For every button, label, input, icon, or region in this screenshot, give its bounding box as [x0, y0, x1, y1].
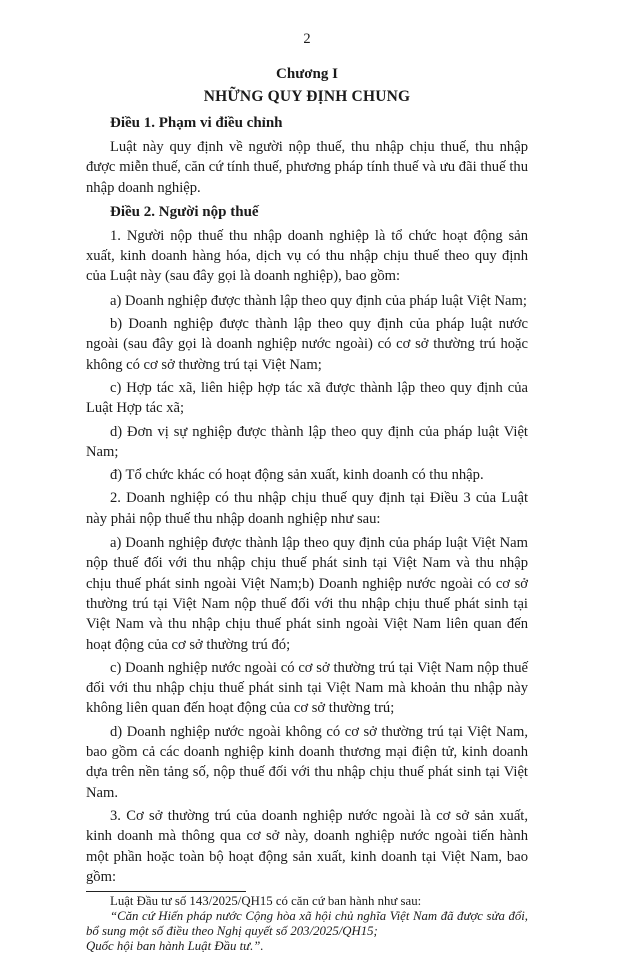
- footnote-line-3: Quốc hội ban hành Luật Đầu tư.”.: [86, 939, 264, 954]
- article-2-clause-1b: b) Doanh nghiệp được thành lập theo quy định của pháp luật nước ngoài (sau đây gọi là doanh nghiệp nước ngoài) có cơ sở thường trú hoặc không có cơ sở thường trú tại Việt Nam;: [86, 316, 528, 373]
- footnote-line-1: Luật Đầu tư số 143/2025/QH15 có căn cứ ban hành như sau:: [110, 894, 422, 909]
- article-2-clause-2c: c) Doanh nghiệp nước ngoài có cơ sở thường trú tại Việt Nam nộp thuế đối với thu nhập chịu thuế phát sinh tại Việt Nam mà khoản thu nhập này không liên quan đến hoạt động của cơ sở thường trú;: [86, 659, 528, 717]
- page-number: 2: [303, 31, 311, 47]
- article-2-clause-1d: d) Đơn vị sự nghiệp được thành lập theo quy định của pháp luật Việt Nam;: [86, 423, 528, 460]
- article-2-clause-1c: c) Hợp tác xã, liên hiệp hợp tác xã được thành lập theo quy định của Luật Hợp tác xã;: [86, 379, 528, 417]
- article-1-text: Luật này quy định về người nộp thuế, thu nhập chịu thuế, thu nhập được miễn thuế, căn cứ tính thuế, phương pháp tính thuế và ưu đãi thuế thu nhập doanh nghiệp.: [86, 139, 528, 196]
- article-2-clause-2a: a) Doanh nghiệp được thành lập theo quy định của pháp luật Việt Nam nộp thuế đối với thu nhập chịu thuế phát sinh tại Việt Nam và thu nhập chịu thuế phát sinh ngoài Việt Nam;b) Doanh nghiệp nước ngoài có cơ sở thường trú tại Việt Nam nộp thuế đối với thu nhập chịu thuế phát sinh tại Việt Nam và thu nhập chịu thuế phát sinh ngoài Việt Nam liên quan đến hoạt động của cơ sở thường trú đó;: [86, 535, 528, 653]
- article-2-clause-3: 3. Cơ sở thường trú của doanh nghiệp nước ngoài là cơ sở sản xuất, kinh doanh mà thông qua cơ sở này, doanh nghiệp nước ngoài tiến hành một phần hoặc toàn bộ hoạt động sản xuất, kinh doanh tại Việt Nam, bao gồm:: [86, 807, 528, 885]
- article-2-clause-1: 1. Người nộp thuế thu nhập doanh nghiệp là tổ chức hoạt động sản xuất, kinh doanh hàng hóa, dịch vụ có thu nhập chịu thuế theo quy định của Luật này (sau đây gọi là doanh nghiệp), bao gồm:: [86, 227, 528, 285]
- footnote-line-2: “Căn cứ Hiến pháp nước Cộng hòa xã hội chủ nghĩa Việt Nam đã được sửa đổi, bổ sung một số điều theo Nghị quyết số 203/2025/QH15;: [86, 909, 528, 939]
- article-2-clause-1dd: đ) Tổ chức khác có hoạt động sản xuất, kinh doanh có thu nhập.: [110, 467, 484, 484]
- article-2-heading: Điều 2. Người nộp thuế: [110, 203, 259, 220]
- article-1-heading: Điều 1. Phạm vi điều chỉnh: [110, 115, 283, 131]
- footnote-divider: [86, 891, 246, 892]
- article-2-clause-2d: d) Doanh nghiệp nước ngoài không có cơ sở thường trú tại Việt Nam, bao gồm cả các doanh nghiệp kinh doanh thương mại điện tử, kinh doanh dựa trên nền tảng số, nộp thuế đối với thu nhập chịu thuế phát sinh tại Việt Nam.: [86, 723, 528, 801]
- chapter-title: NHỮNG QUY ĐỊNH CHUNG: [203, 88, 411, 105]
- article-2-clause-1a: a) Doanh nghiệp được thành lập theo quy định của pháp luật Việt Nam;: [110, 292, 527, 309]
- chapter-label: Chương I: [276, 66, 338, 82]
- article-2-clause-2: 2. Doanh nghiệp có thu nhập chịu thuế quy định tại Điều 3 của Luật này phải nộp thuế thu nhập doanh nghiệp như sau:: [86, 490, 528, 527]
